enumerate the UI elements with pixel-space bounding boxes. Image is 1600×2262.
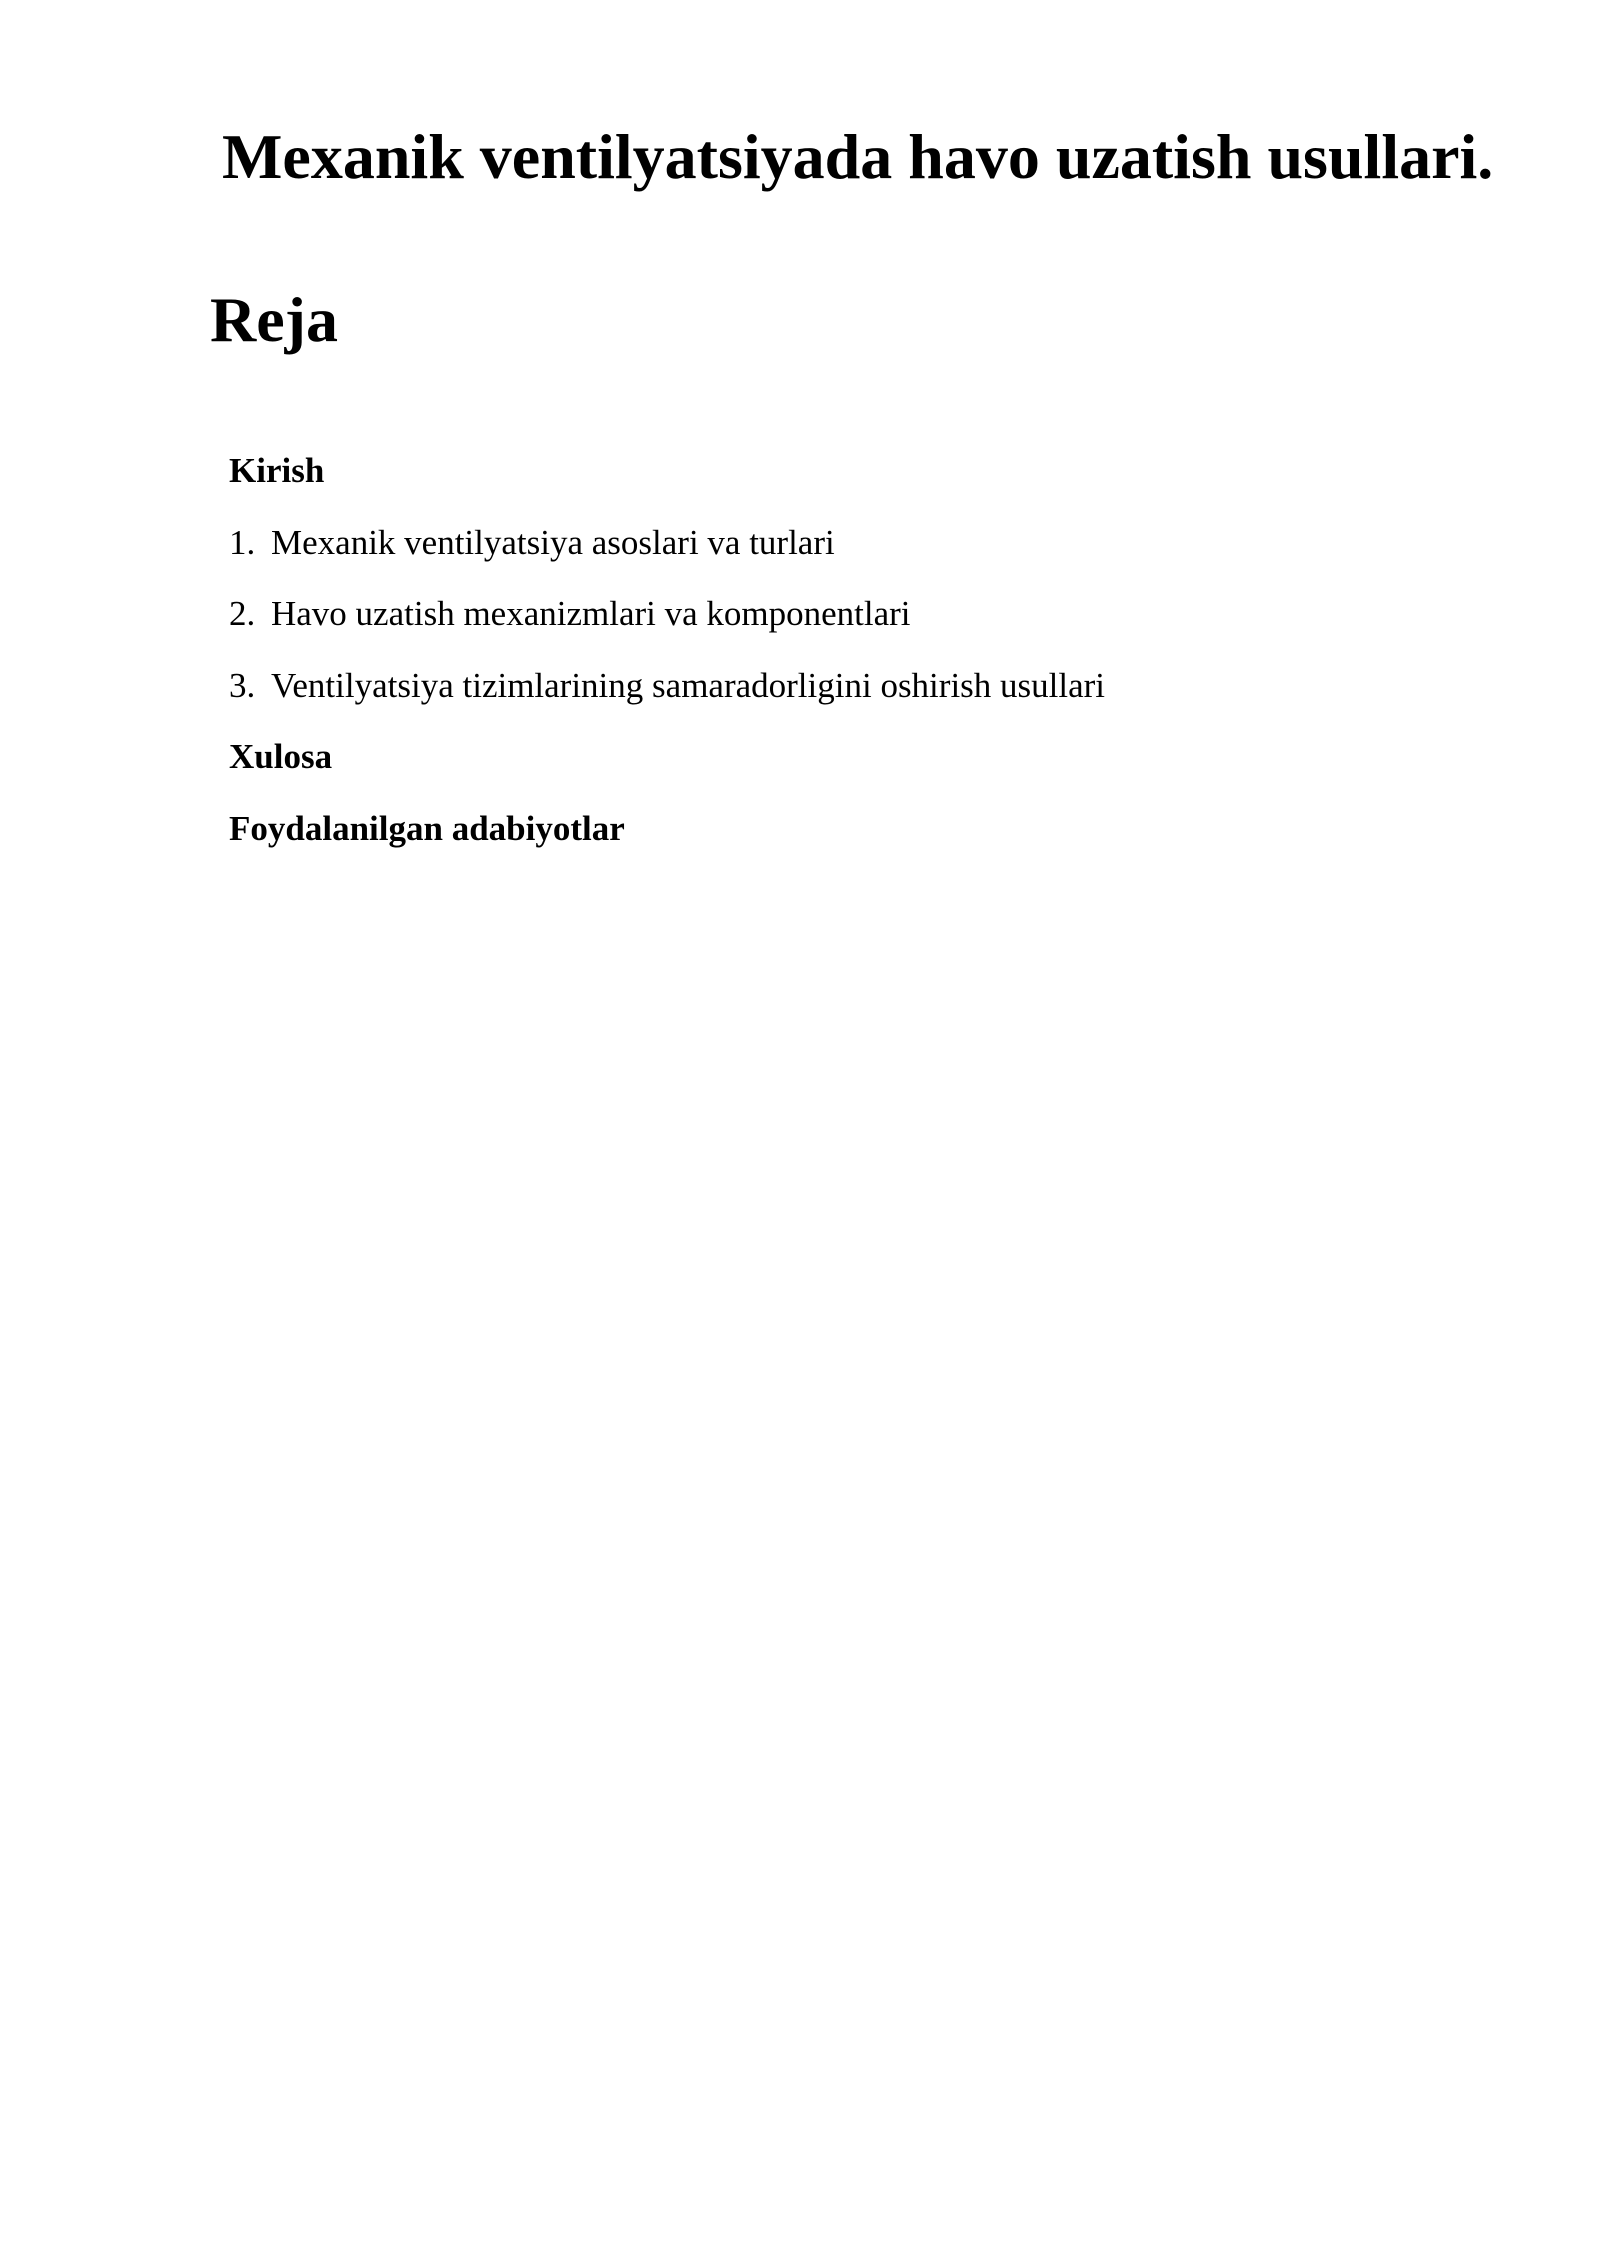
- plan-conclusion: Xulosa: [229, 737, 333, 776]
- plan-item-number: 2.: [229, 594, 256, 633]
- plan-list: [229, 452, 1105, 881]
- plan-item-text: Havo uzatish mexanizmlari va komponentlari: [271, 594, 911, 633]
- plan-item: [229, 595, 1105, 667]
- plan-intro: Kirish: [229, 451, 325, 490]
- plan-item-number: 1.: [229, 522, 256, 562]
- document-title: Mexanik ventilyatsiyada havo uzatish usullari.: [222, 121, 1494, 192]
- plan-item-number: 3.: [229, 665, 256, 705]
- plan-references: Foydalanilgan adabiyotlar: [229, 808, 625, 848]
- plan-heading: Reja: [210, 284, 338, 355]
- plan-item: [229, 524, 1105, 596]
- plan-item: [229, 667, 1105, 739]
- plan-item-text: Ventilyatsiya tizimlarining samaradorligini oshirish usullari: [271, 665, 1106, 705]
- plan-item-text: Mexanik ventilyatsiya asoslari va turlari: [271, 522, 835, 562]
